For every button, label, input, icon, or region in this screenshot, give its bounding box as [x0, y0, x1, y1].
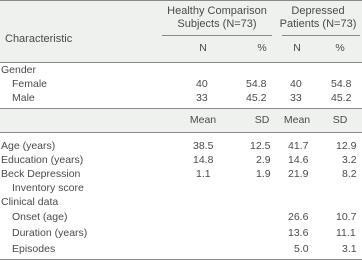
- cell-value: 14.6: [288, 154, 309, 166]
- subheader-pct-2: %: [335, 42, 345, 54]
- cell-value: 1.9: [256, 168, 271, 180]
- header-group-depressed-line2: Patients (N=73): [279, 18, 357, 30]
- header-group-healthy: [158, 5, 276, 31]
- row-label: Education (years): [1, 154, 84, 166]
- header-group-depressed: [276, 5, 360, 31]
- table-row: [0, 77, 362, 91]
- cell-value: 45.2: [246, 92, 267, 104]
- cell-value: 41.7: [288, 140, 309, 152]
- cell-value: 33: [196, 92, 208, 104]
- cell-value: 45.2: [331, 92, 352, 104]
- cell-value: 54.8: [246, 78, 267, 90]
- section-gender: Gender: [1, 64, 37, 76]
- header-characteristic: Characteristic: [5, 33, 73, 45]
- header-group-healthy-line2: Subjects (N=73): [177, 18, 257, 30]
- cell-value: 26.6: [288, 211, 309, 223]
- row-label: Beck Depression: [1, 168, 81, 180]
- subheader-n-2: N: [293, 42, 301, 54]
- cell-value: 12.9: [336, 140, 357, 152]
- row-label-continued: Inventory score: [12, 182, 84, 194]
- cell-value: 40: [196, 78, 208, 90]
- cell-value: 1.1: [196, 168, 211, 180]
- header-rule: [0, 62, 362, 63]
- cell-value: 33: [290, 92, 302, 104]
- row-label: Age (years): [1, 140, 56, 152]
- cell-value: 38.5: [193, 140, 214, 152]
- table-row: [0, 242, 362, 256]
- row-label: Male: [12, 92, 35, 104]
- table-row: [0, 181, 362, 195]
- subheader-mean-1: Mean: [189, 114, 217, 126]
- section-clinical: Clinical data: [1, 196, 59, 208]
- cell-value: 12.5: [250, 140, 271, 152]
- cell-value: 3.1: [342, 243, 357, 255]
- subheader-n-1: N: [199, 42, 207, 54]
- subheader-mean-2: Mean: [283, 114, 311, 126]
- table-row: [0, 210, 362, 224]
- header-group-depressed-line1: Depressed: [291, 5, 345, 17]
- table-row: [0, 153, 362, 167]
- cell-value: 5.0: [294, 243, 309, 255]
- subheader-pct-1: %: [257, 42, 267, 54]
- table-row: [0, 226, 362, 240]
- cell-value: 8.2: [342, 168, 357, 180]
- subheader-sd-2: SD: [332, 114, 348, 126]
- cell-value: 13.6: [288, 227, 309, 239]
- cell-value: 21.9: [288, 168, 309, 180]
- cell-value: 10.7: [336, 211, 357, 223]
- row-label: Female: [12, 78, 48, 90]
- group1-underline: [162, 35, 272, 36]
- cell-value: 54.8: [331, 78, 352, 90]
- cell-value: 3.2: [342, 154, 357, 166]
- cell-value: 11.1: [336, 227, 356, 239]
- cell-value: 14.8: [193, 154, 214, 166]
- table-row: [0, 167, 362, 181]
- cell-value: 2.9: [256, 154, 271, 166]
- row-label: Duration (years): [12, 227, 88, 239]
- group2-underline: [282, 35, 360, 36]
- row-label: Onset (age): [12, 211, 68, 223]
- table-row: [0, 139, 362, 153]
- subheader-mean-sd: [0, 109, 362, 132]
- top-rule: [0, 0, 362, 1]
- subheader-sd-1: SD: [254, 114, 270, 126]
- cell-value: 40: [290, 78, 302, 90]
- mean-band-bottom-rule: [0, 132, 362, 133]
- table-row: [0, 91, 362, 105]
- row-label: Episodes: [12, 243, 56, 255]
- header-group-healthy-line1: Healthy Comparison: [167, 5, 267, 17]
